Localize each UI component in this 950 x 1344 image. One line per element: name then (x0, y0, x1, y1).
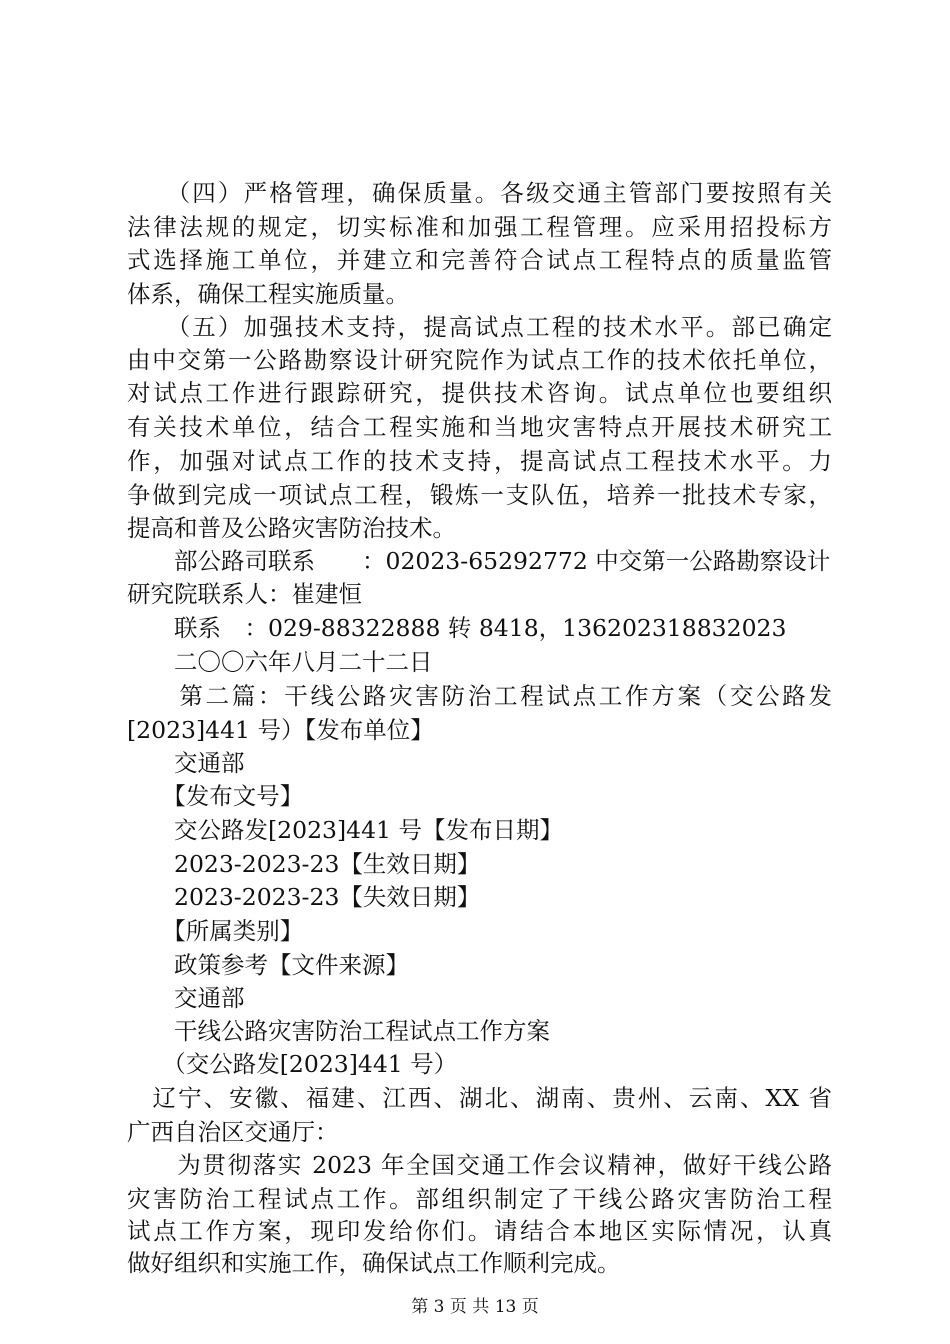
metadata-line: 【所属类别】 (127, 917, 304, 945)
metadata-line: 交通部 (127, 749, 245, 777)
section-title-line: [2023]441 号）【发布单位】 (127, 716, 434, 744)
metadata-line: 2023-2023-23【生效日期】 (127, 850, 481, 878)
paragraph-4-line: 式选择施工单位，并建立和完善符合试点工程特点的质量监管 (127, 246, 832, 274)
paragraph-5-line: 争做到完成一项试点工程，锻炼一支队伍，培养一批技术专家， (127, 481, 832, 509)
paragraph-5-line: 对试点工作进行跟踪研究，提供技术咨询。试点单位也要组织 (127, 379, 832, 407)
paragraph-5-line: 作，加强对试点工作的技术支持，提高试点工程技术水平。力 (127, 447, 832, 475)
notice-number-line: （交公路发[2023]441 号） (127, 1050, 458, 1078)
paragraph-5-line: 有关技术单位，结合工程实施和当地灾害特点开展技术研究工 (127, 413, 832, 441)
metadata-line: 交通部 (127, 984, 245, 1012)
recipients-line: 广西自治区交通厅： (127, 1118, 339, 1146)
body-paragraph-line: 为贯彻落实 2023 年全国交通工作会议精神，做好干线公路 (127, 1151, 832, 1179)
metadata-line: 【发布文号】 (127, 782, 304, 810)
contact-line: 研究院联系人：崔建恒 (127, 580, 362, 608)
body-paragraph-line: 做好组织和实施工作，确保试点工作顺利完成。 (127, 1249, 621, 1277)
paragraph-4-line: （四）严格管理，确保质量。各级交通主管部门要按照有关 (127, 179, 832, 207)
contact-line: 部公路司联系 ：02023-65292772 中交第一公路勘察设计 (127, 547, 831, 575)
section-title-line: 第二篇：干线公路灾害防治工程试点工作方案（交公路发 (127, 682, 832, 710)
body-paragraph-line: 灾害防治工程试点工作。部组织制定了干线公路灾害防治工程 (127, 1185, 832, 1213)
metadata-line: 政策参考【文件来源】 (127, 951, 409, 979)
paragraph-5-line: （五）加强技术支持，提高试点工程的技术水平。部已确定 (127, 313, 832, 341)
contact-line: 联系 ：029-88322888 转 8418，136202318832023 (127, 614, 787, 642)
paragraph-4-line: 体系，确保工程实施质量。 (127, 280, 409, 308)
recipients-line: 辽宁、安徽、福建、江西、湖北、湖南、贵州、云南、XX 省 (127, 1084, 832, 1112)
page-footer: 第 3 页 共 13 页 (411, 1297, 539, 1317)
body-paragraph-line: 试点工作方案，现印发给你们。请结合本地区实际情况，认真 (127, 1217, 832, 1245)
metadata-line: 交公路发[2023]441 号【发布日期】 (127, 816, 563, 844)
paragraph-4-line: 法律法规的规定，切实标准和加强工程管理。应采用招投标方 (127, 213, 832, 241)
date-line: 二〇〇六年八月二十二日 (127, 648, 433, 676)
notice-title-line: 干线公路灾害防治工程试点工作方案 (127, 1017, 550, 1045)
paragraph-5-line: 提高和普及公路灾害防治技术。 (127, 514, 456, 542)
paragraph-5-line: 由中交第一公路勘察设计研究院作为试点工作的技术依托单位， (127, 346, 832, 374)
metadata-line: 2023-2023-23【失效日期】 (127, 883, 481, 911)
